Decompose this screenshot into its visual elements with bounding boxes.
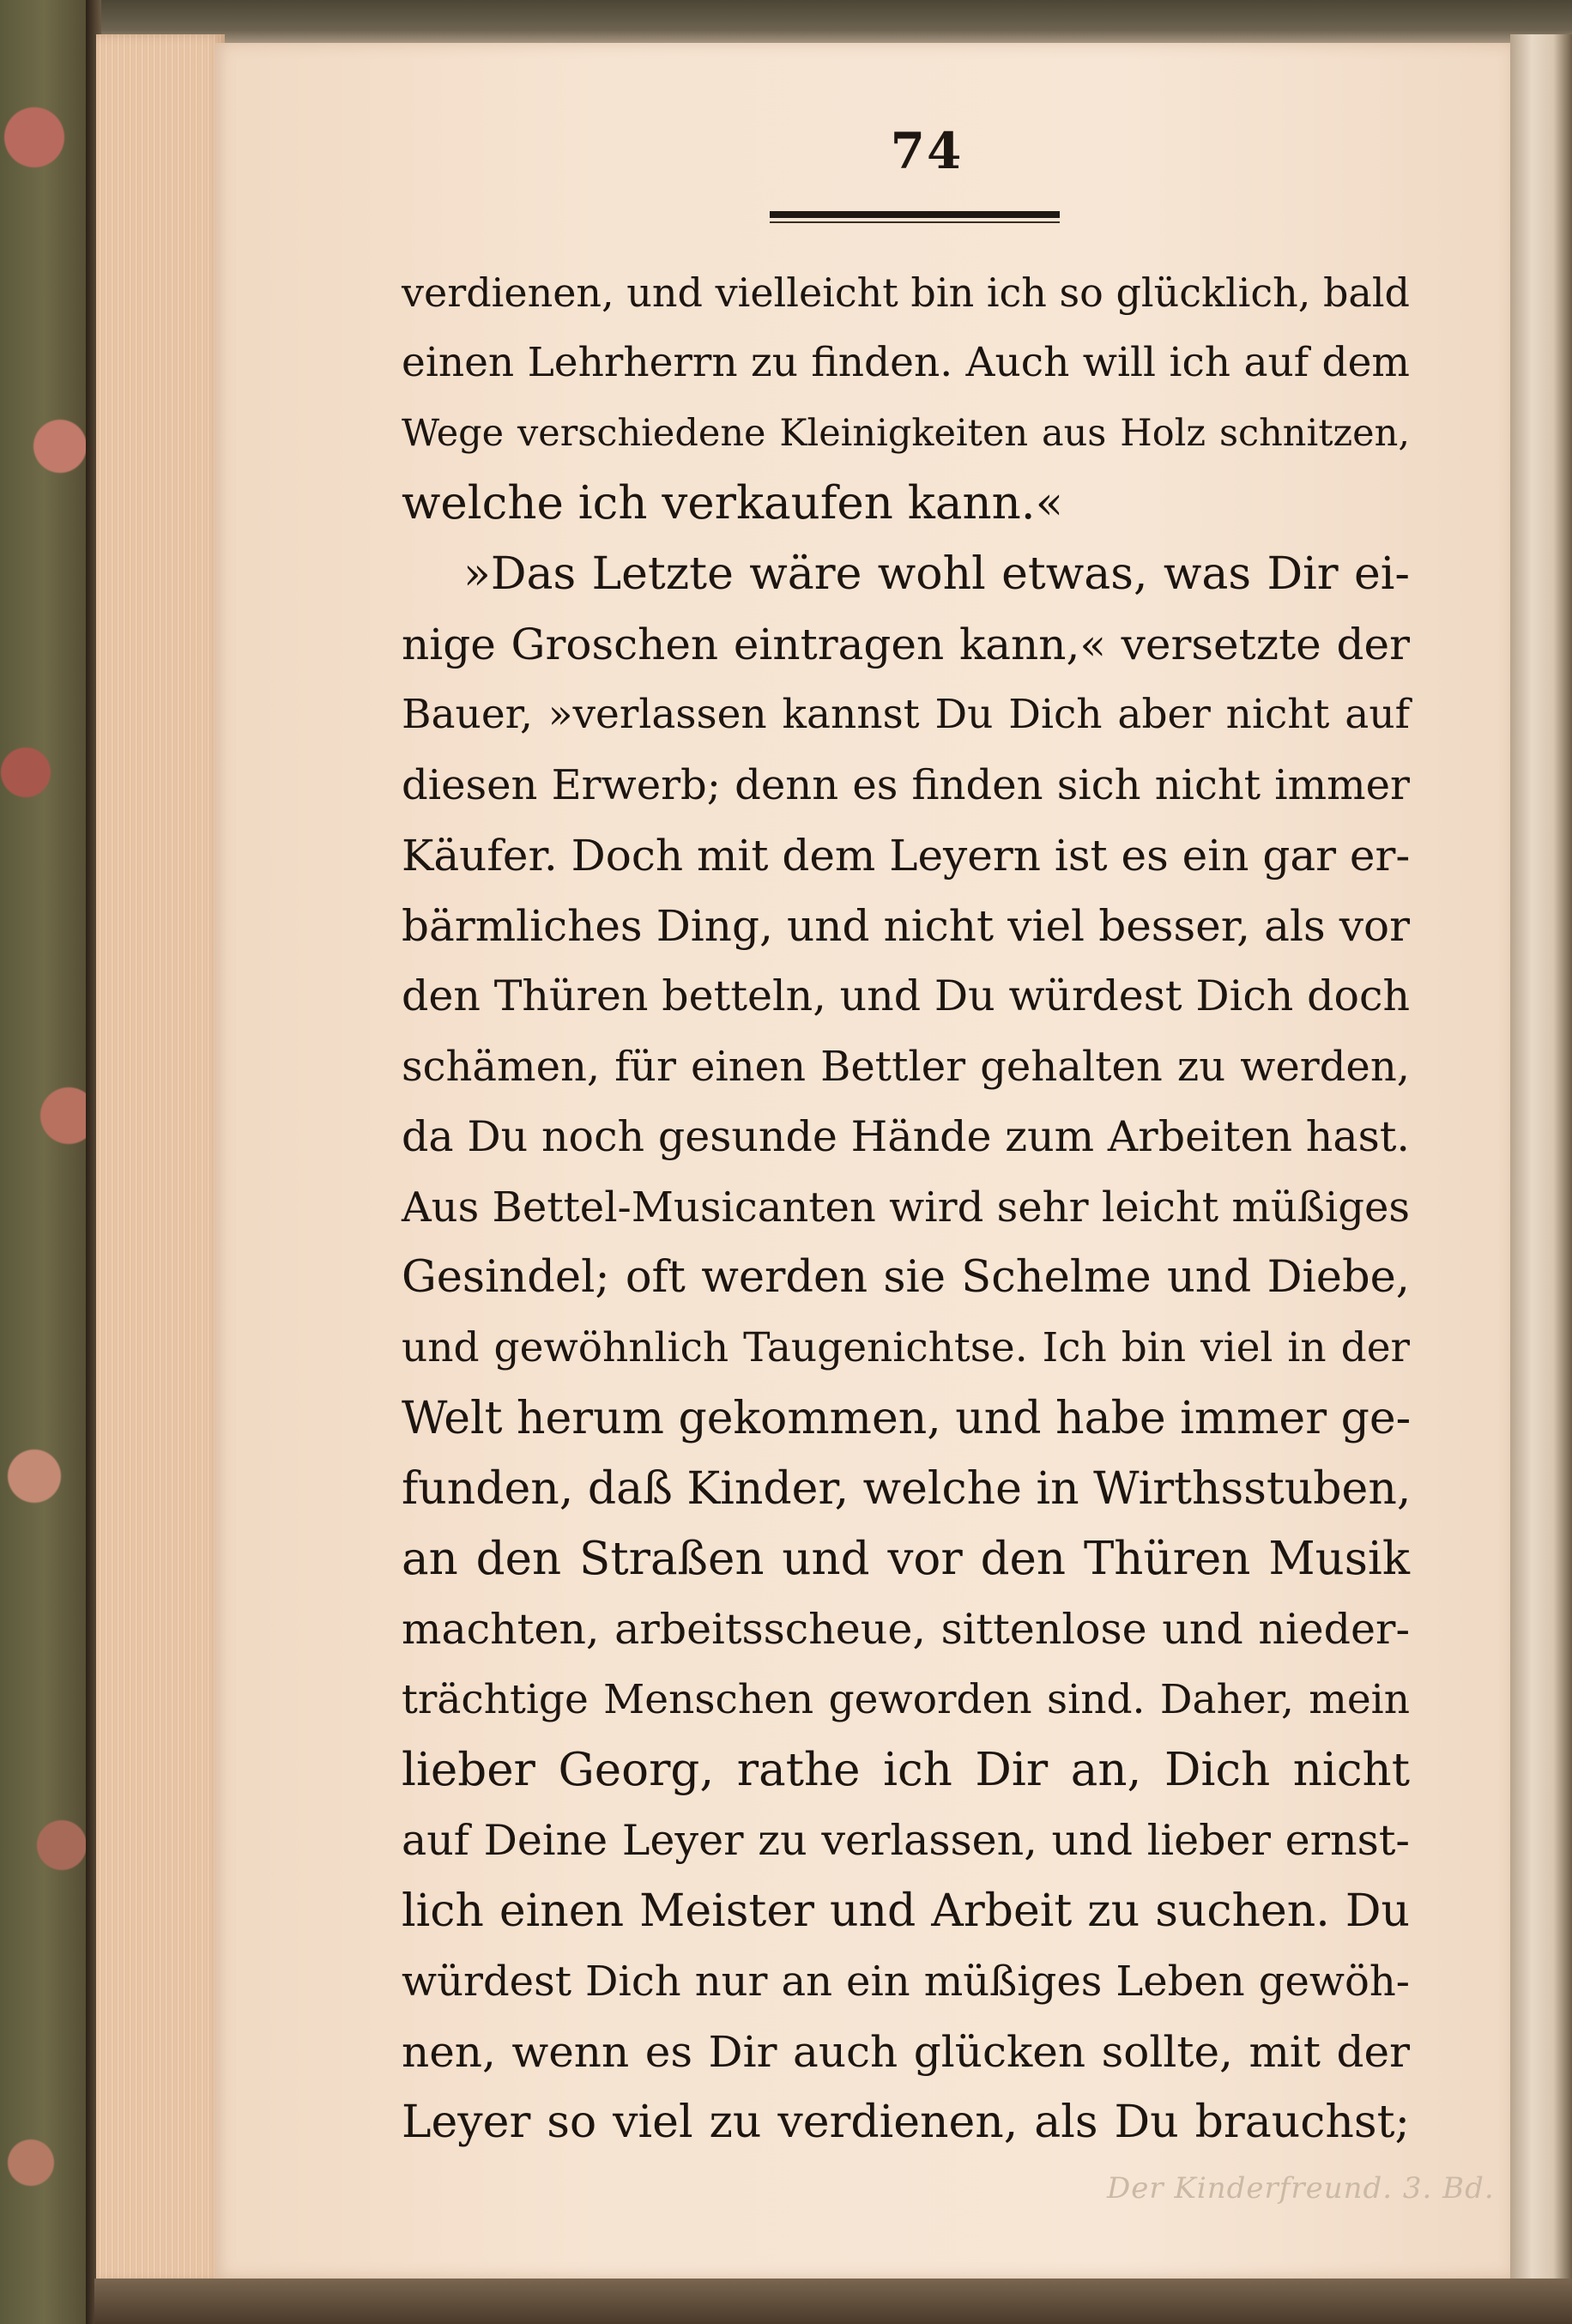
text-line: und gewöhnlich Taugenichtse. Ich bin viel in der [402,1324,1410,1371]
text-line: Welt herum gekommen, und habe immer ge- [402,1393,1412,1444]
header-rule [770,211,1060,218]
text-line: verdienen, und vielleicht bin ich so glücklich, bald [402,269,1410,316]
text-line: nen, wenn es Dir auch glücken sollte, mit der [402,2027,1410,2077]
text-line: Leyer so viel zu verdienen, als Du brauchst; [402,2097,1410,2148]
text-line: Bauer, »verlassen kannst Du Dich aber nicht auf [402,691,1410,738]
text-line: Gesindel; oft werden sie Schelme und Diebe, [402,1252,1410,1303]
marbled-cover [0,0,99,2324]
text-line: schämen, für einen Bettler gehalten zu werden, [402,1043,1410,1091]
text-line: bärmliches Ding, und nicht viel besser, als vor [402,901,1410,951]
book-right-edge [1510,34,1572,2300]
text-line: welche ich verkaufen kann.« [402,477,1064,530]
body-text [402,257,1410,2158]
text-line: würdest Dich nur an ein müßiges Leben gewöh- [402,1958,1410,2006]
text-line: den Thüren betteln, und Du würdest Dich doch [402,971,1410,1020]
book-top-edge [94,0,1572,43]
text-line: funden, daß Kinder, welche in Wirthsstuben, [402,1463,1412,1515]
header-rule-thin [770,221,1060,223]
page-stack [96,34,225,2283]
footer-signature: Der Kinderfreund. 3. Bd. [1107,2171,1495,2206]
text-line: an den Straßen und vor den Thüren Musik [402,1533,1410,1585]
text-line: trächtige Menschen geworden sind. Daher, mein [402,1676,1410,1723]
text-line: auf Deine Leyer zu verlassen, und lieber ernst- [402,1816,1410,1865]
text-line: da Du noch gesunde Hände zum Arbeiten hast. [402,1112,1410,1161]
book-bottom-edge [94,2279,1572,2324]
text-line: Käufer. Doch mit dem Leyern ist es ein gar er- [402,831,1411,881]
text-line: lieber Georg, rathe ich Dir an, Dich nicht [402,1744,1410,1796]
text-line: Aus Bettel-Musicanten wird sehr leicht müßiges [402,1183,1410,1232]
page-number: 74 [890,122,964,180]
text-line: machten, arbeitsscheue, sittenlose und nieder- [402,1605,1410,1654]
text-line: nige Groschen eintragen kann,« versetzte der [402,620,1410,669]
text-line: diesen Erwerb; denn es finden sich nicht immer [402,761,1410,809]
text-line: Wege verschiedene Kleinigkeiten aus Holz schnitzen, [402,412,1410,455]
text-line: »Das Letzte wäre wohl etwas, was Dir ei- [463,548,1410,600]
text-line: lich einen Meister und Arbeit zu suchen. Du [402,1885,1410,1937]
text-line: einen Lehrherrn zu finden. Auch will ich auf dem [402,339,1410,386]
